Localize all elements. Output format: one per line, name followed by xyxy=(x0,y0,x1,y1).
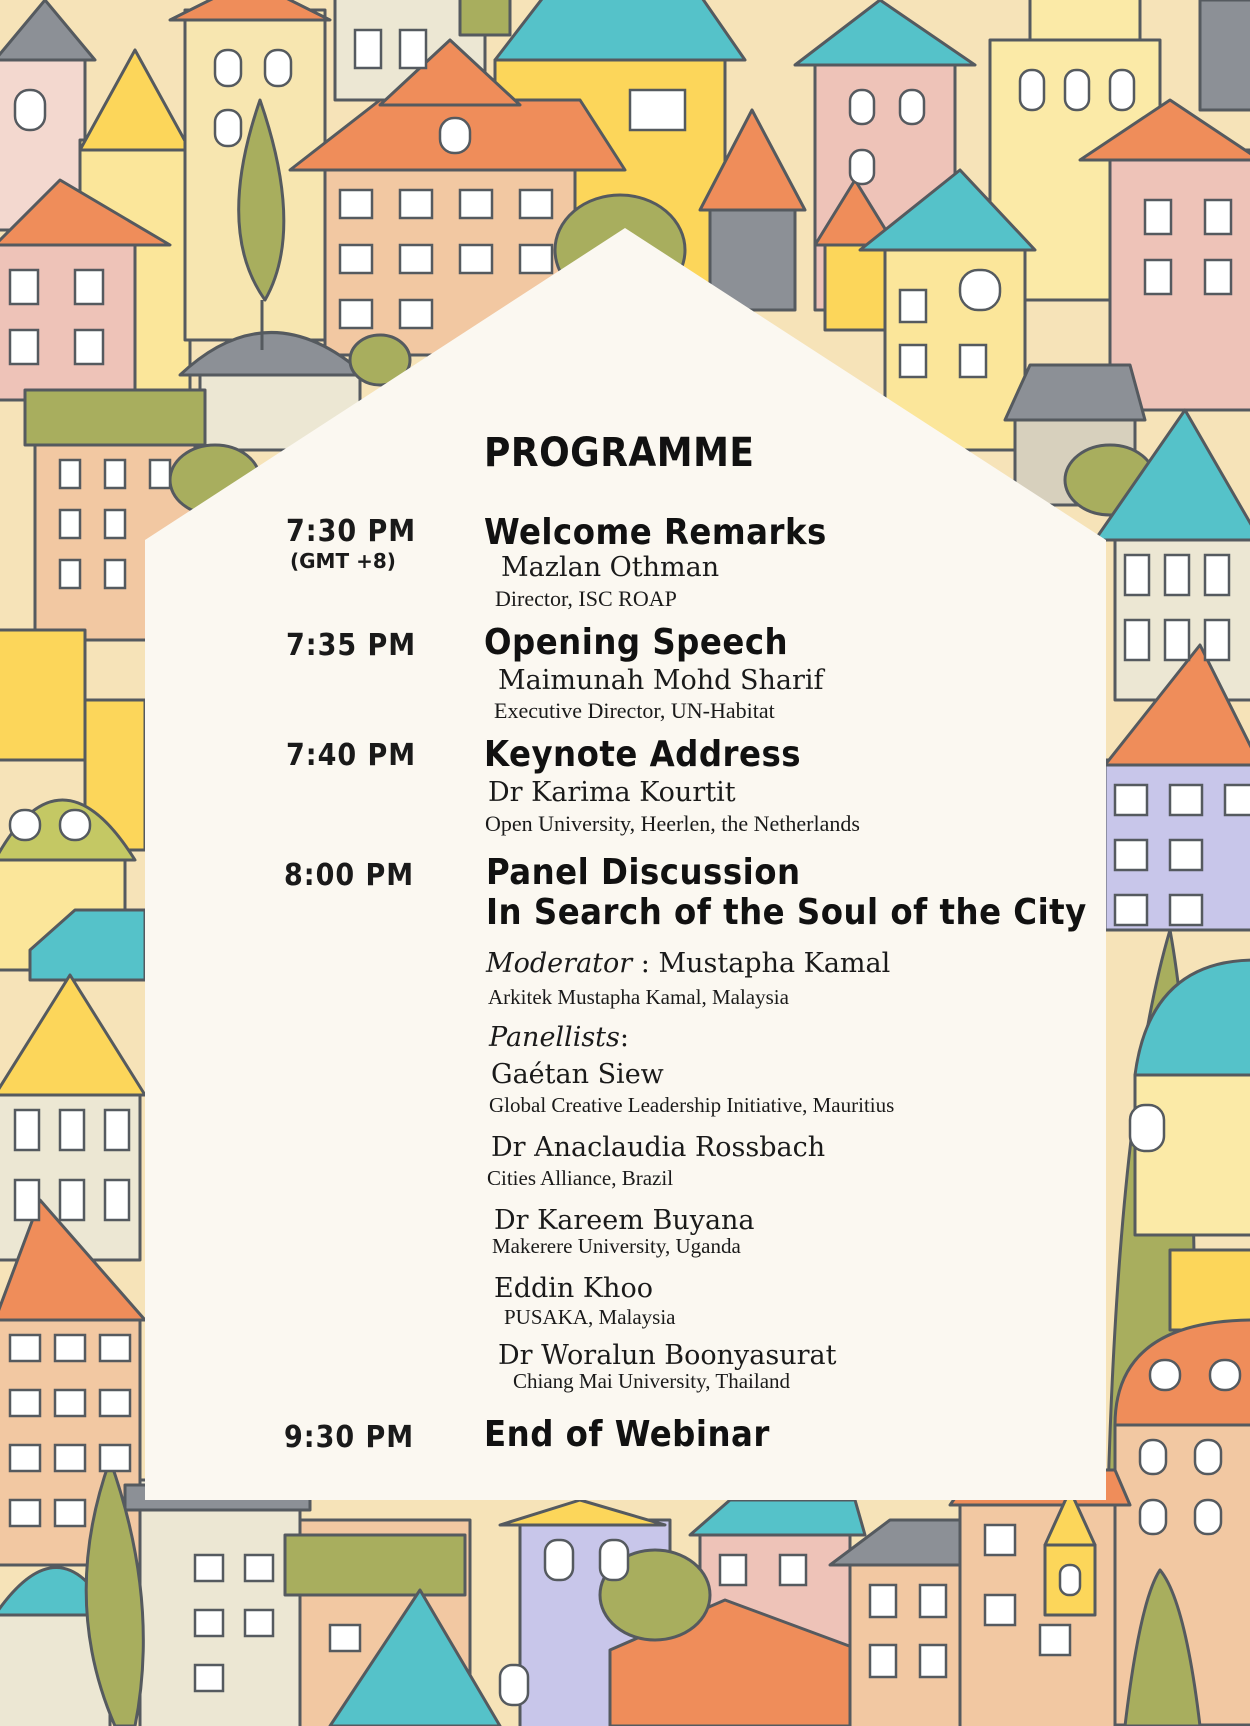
speaker-name-keynote: Dr Karima Kourtit xyxy=(488,777,736,808)
session-title-keynote: Keynote Address xyxy=(484,734,802,775)
time-end: 9:30 PM xyxy=(284,1420,415,1455)
time-welcome: 7:30 PM xyxy=(286,514,417,549)
timezone-label: (GMT +8) xyxy=(290,549,396,573)
moderator-separator: : xyxy=(632,948,659,979)
programme-title: PROGRAMME xyxy=(484,430,755,476)
panellist-name: Dr Anaclaudia Rossbach xyxy=(491,1132,826,1163)
moderator-name: Mustapha Kamal xyxy=(658,948,891,979)
moderator-line xyxy=(486,948,890,979)
time-keynote: 7:40 PM xyxy=(286,738,417,773)
session-title-welcome: Welcome Remarks xyxy=(484,512,827,553)
panellist-name: Dr Kareem Buyana xyxy=(494,1205,755,1236)
panellist-affiliation: PUSAKA, Malaysia xyxy=(504,1305,676,1329)
time-opening: 7:35 PM xyxy=(286,628,417,663)
panellist-affiliation: Global Creative Leadership Initiative, Mauritius xyxy=(489,1093,895,1117)
speaker-name-welcome: Mazlan Othman xyxy=(501,552,720,583)
moderator-label: Moderator xyxy=(486,948,633,979)
speaker-affiliation-welcome: Director, ISC ROAP xyxy=(495,586,677,611)
speaker-name-opening: Maimunah Mohd Sharif xyxy=(498,665,824,696)
session-title-panel: Panel Discussion xyxy=(486,852,801,893)
panellists-colon: : xyxy=(619,1022,629,1053)
panellists-label: Panellists xyxy=(489,1022,620,1053)
moderator-affiliation: Arkitek Mustapha Kamal, Malaysia xyxy=(488,985,789,1009)
time-panel: 8:00 PM xyxy=(284,858,415,893)
panellist-name: Eddin Khoo xyxy=(494,1273,653,1304)
speaker-affiliation-opening: Executive Director, UN-Habitat xyxy=(494,698,775,723)
panellist-affiliation: Chiang Mai University, Thailand xyxy=(513,1369,791,1393)
session-title-opening: Opening Speech xyxy=(484,622,789,663)
panellists-heading xyxy=(489,1022,629,1053)
session-title-end: End of Webinar xyxy=(484,1414,770,1455)
session-subtitle-panel: In Search of the Soul of the City xyxy=(486,892,1087,933)
panellist-affiliation: Makerere University, Uganda xyxy=(492,1234,741,1258)
panellist-name: Dr Woralun Boonyasurat xyxy=(498,1340,837,1371)
speaker-affiliation-keynote: Open University, Heerlen, the Netherlands xyxy=(485,811,860,836)
panellist-affiliation: Cities Alliance, Brazil xyxy=(487,1166,674,1190)
panellist-name: Gaétan Siew xyxy=(491,1059,664,1090)
